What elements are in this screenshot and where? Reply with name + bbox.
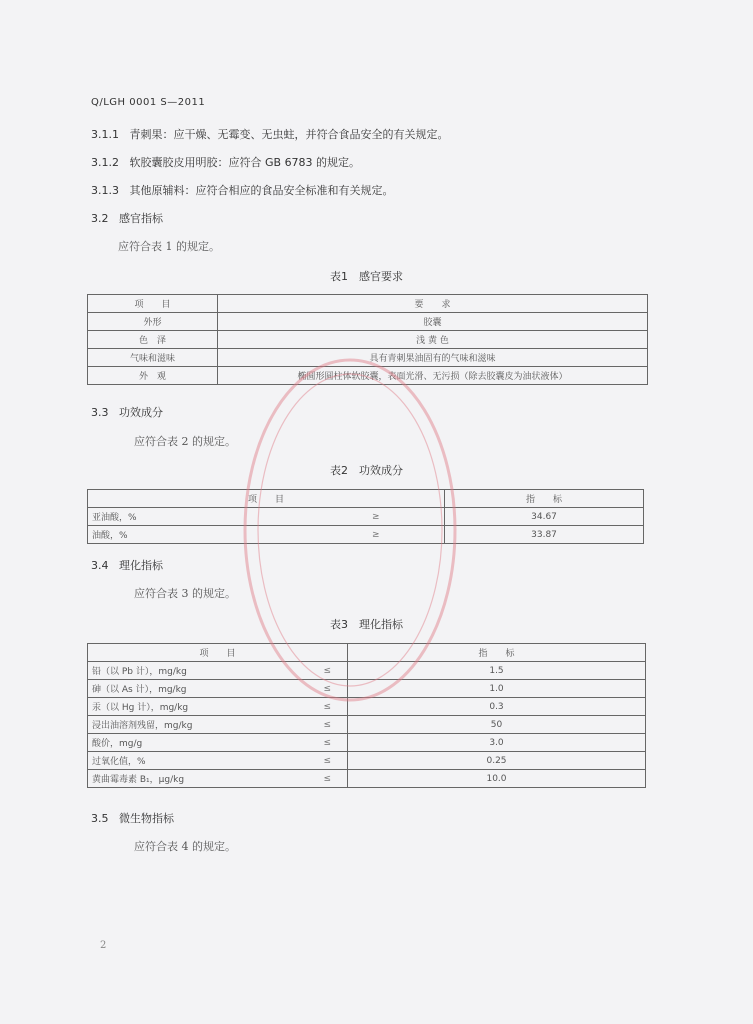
item-cell: 亚油酸，%: [88, 508, 308, 526]
item-cell: 浸出油溶剂残留，mg/kg: [88, 716, 308, 734]
clause-number: 3.1.1: [91, 128, 119, 141]
value-cell: 1.0: [348, 680, 646, 698]
section-number: 3.3: [91, 406, 109, 419]
requirement-cell: 椭圆形圆柱体软胶囊，表面光滑、无污损（除去胶囊皮为油状液体）: [218, 367, 648, 385]
header-cell: 指 标: [348, 644, 646, 662]
table3-caption: 表3 理化指标: [330, 618, 403, 631]
table-header-row: [88, 490, 644, 508]
requirement-cell: 具有青刺果油固有的气味和滋味: [218, 349, 648, 367]
section-ref-3-4: 应符合表 3 的规定。: [134, 587, 236, 600]
comparator-cell: ≥: [308, 508, 445, 526]
comparator-cell: ≤: [308, 716, 348, 734]
section-title: 功效成分: [119, 406, 163, 419]
clause-text: 其他原辅料：应符合相应的食品安全标准和有关规定。: [129, 184, 394, 197]
table-row: [88, 313, 648, 331]
value-cell: 0.3: [348, 698, 646, 716]
section-number: 3.2: [91, 212, 109, 225]
comparator-cell: ≤: [308, 770, 348, 788]
comparator-cell: ≤: [308, 680, 348, 698]
table-row: [88, 698, 646, 716]
table-row: [88, 367, 648, 385]
table3: [87, 643, 646, 788]
item-cell: 过氧化值，%: [88, 752, 308, 770]
table-row: [88, 680, 646, 698]
doc-code: Q/LGH 0001 S—2011: [91, 97, 206, 108]
table2-caption: 表2 功效成分: [330, 464, 403, 477]
table-row: [88, 662, 646, 680]
requirement-cell: 胶囊: [218, 313, 648, 331]
table-row: [88, 349, 648, 367]
section-heading-3-2: [91, 212, 163, 226]
value-cell: 50: [348, 716, 646, 734]
table1: [87, 294, 648, 385]
item-cell: 外 观: [88, 367, 218, 385]
value-cell: 34.67: [445, 508, 644, 526]
table-header-row: [88, 644, 646, 662]
table-row: [88, 508, 644, 526]
item-cell: 砷（以 As 计），mg/kg: [88, 680, 308, 698]
table-row: [88, 331, 648, 349]
section-title: 理化指标: [119, 559, 163, 572]
comparator-cell: ≤: [308, 662, 348, 680]
table-header-row: [88, 295, 648, 313]
item-cell: 气味和滋味: [88, 349, 218, 367]
header-cell: 项 目: [88, 490, 445, 508]
item-cell: 汞（以 Hg 计），mg/kg: [88, 698, 308, 716]
value-cell: 3.0: [348, 734, 646, 752]
header-cell: 要 求: [218, 295, 648, 313]
clause-text: 软胶囊胶皮用明胶：应符合 GB 6783 的规定。: [129, 156, 361, 169]
comparator-cell: ≥: [308, 526, 445, 544]
item-cell: 外形: [88, 313, 218, 331]
section-heading-3-4: [91, 559, 163, 573]
header-cell: 项 目: [88, 295, 218, 313]
table2: [87, 489, 644, 544]
section-title: 微生物指标: [119, 812, 174, 825]
clause-number: 3.1.3: [91, 184, 119, 197]
table-row: [88, 734, 646, 752]
clause-text: 青刺果：应干燥、无霉变、无虫蛀，并符合食品安全的有关规定。: [129, 128, 449, 141]
requirement-cell: 浅 黄 色: [218, 331, 648, 349]
section-heading-3-5: [91, 812, 174, 826]
item-cell: 黄曲霉毒素 B₁，μg/kg: [88, 770, 308, 788]
value-cell: 0.25: [348, 752, 646, 770]
table-row: [88, 716, 646, 734]
comparator-cell: ≤: [308, 698, 348, 716]
value-cell: 33.87: [445, 526, 644, 544]
item-cell: 油酸，%: [88, 526, 308, 544]
value-cell: 10.0: [348, 770, 646, 788]
section-number: 3.4: [91, 559, 109, 572]
header-cell: 项 目: [88, 644, 348, 662]
item-cell: 铅（以 Pb 计），mg/kg: [88, 662, 308, 680]
table-row: [88, 752, 646, 770]
table1-caption: 表1 感官要求: [330, 270, 403, 283]
page-number: 2: [100, 940, 107, 951]
comparator-cell: ≤: [308, 752, 348, 770]
clause-3-1-3: [91, 184, 394, 198]
table-row: [88, 526, 644, 544]
header-cell: 指 标: [445, 490, 644, 508]
item-cell: 色 泽: [88, 331, 218, 349]
clause-3-1-1: [91, 128, 449, 142]
section-ref-3-3: 应符合表 2 的规定。: [134, 435, 236, 448]
value-cell: 1.5: [348, 662, 646, 680]
comparator-cell: ≤: [308, 734, 348, 752]
table-row: [88, 770, 646, 788]
clause-3-1-2: [91, 156, 360, 170]
clause-number: 3.1.2: [91, 156, 119, 169]
section-title: 感官指标: [119, 212, 163, 225]
section-ref-3-5: 应符合表 4 的规定。: [134, 840, 236, 853]
section-number: 3.5: [91, 812, 109, 825]
item-cell: 酸价，mg/g: [88, 734, 308, 752]
section-heading-3-3: [91, 406, 163, 420]
section-ref-3-2: 应符合表 1 的规定。: [118, 240, 220, 253]
